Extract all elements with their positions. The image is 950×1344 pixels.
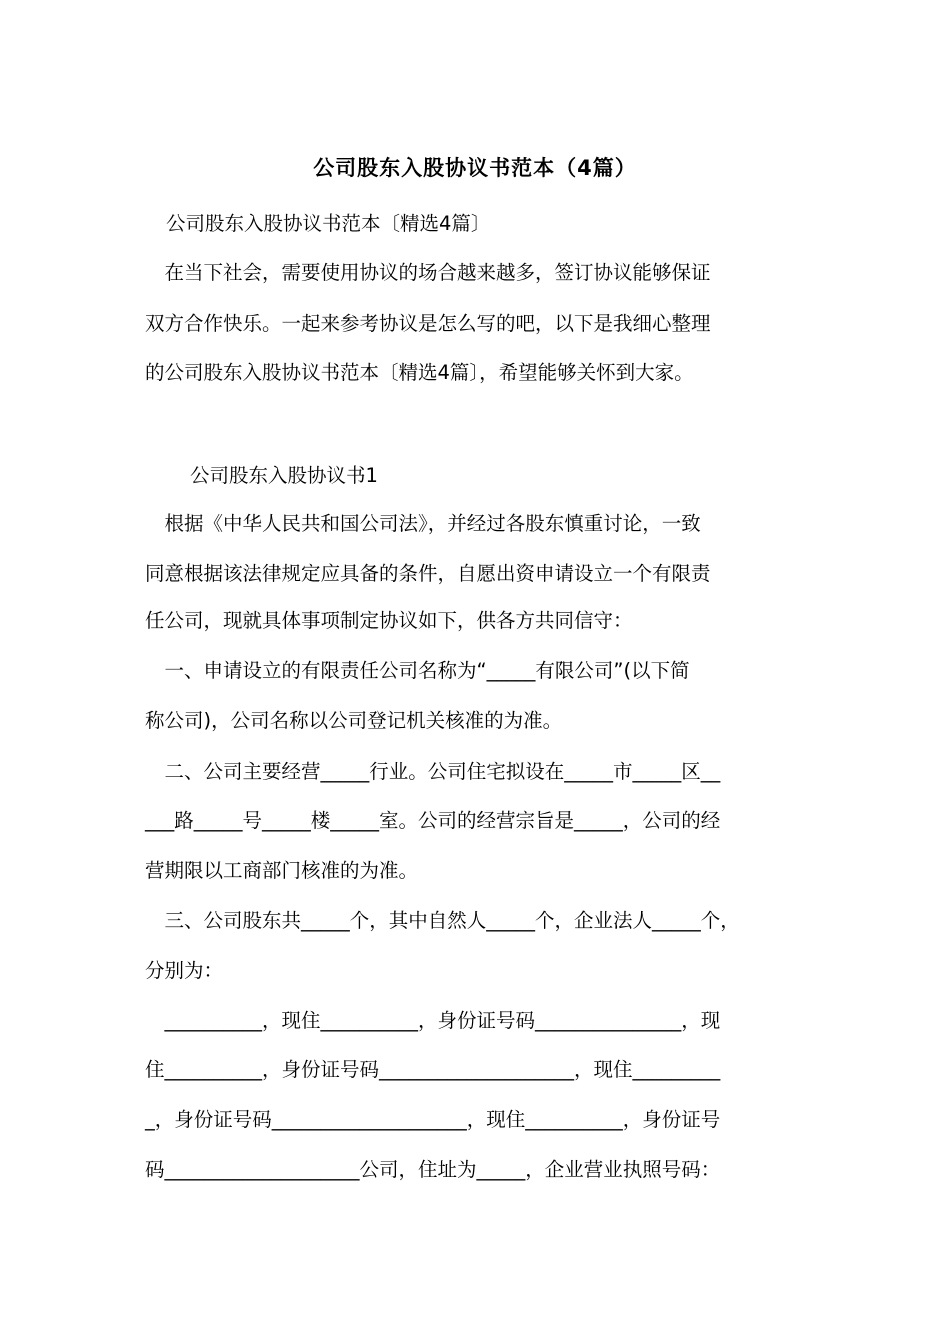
body-line: 称公司)，公司名称以公司登记机关核准的为准。 <box>145 709 563 732</box>
body-line: 三、公司股东共_____个，其中自然人_____个，企业法人_____个， <box>145 909 740 932</box>
intro-line: 双方合作快乐。一起来参考协议是怎么写的吧，以下是我细心整理 <box>145 312 711 335</box>
document-subtitle: 公司股东入股协议书范本〔精选4篇〕 <box>166 212 491 235</box>
body-line: 住__________，身份证号码____________________，现住_________ <box>145 1058 721 1081</box>
body-line: ___路_____号_____楼_____室。公司的经营宗旨是_____，公司的经 <box>145 809 721 832</box>
body-line: 任公司，现就具体事项制定协议如下，供各方共同信守： <box>145 609 633 632</box>
body-line: 一、申请设立的有限责任公司名称为“_____有限公司”(以下简 <box>145 659 690 682</box>
section-heading: 公司股东入股协议书1 <box>190 464 378 487</box>
body-line: 分别为： <box>145 959 224 982</box>
body-line: 根据《中华人民共和国公司法》，并经过各股东慎重讨论，一致 <box>145 512 701 535</box>
body-line: 营期限以工商部门核准的为准。 <box>145 859 419 882</box>
body-line: 同意根据该法律规定应具备的条件，自愿出资申请设立一个有限责 <box>145 562 711 585</box>
intro-line: 在当下社会，需要使用协议的场合越来越多，签订协议能够保证 <box>145 261 711 284</box>
document-title: 公司股东入股协议书范本（4篇） <box>313 156 637 180</box>
intro-line: 的公司股东入股协议书范本〔精选4篇〕，希望能够关怀到大家。 <box>145 361 694 384</box>
body-line: 码____________________公司，住址为_____，企业营业执照号码： <box>145 1158 721 1181</box>
body-line: 二、公司主要经营_____行业。公司住宅拟设在_____市_____区__ <box>145 760 721 783</box>
body-line: __________，现住__________，身份证号码_______________，现 <box>145 1009 721 1032</box>
body-line: _，身份证号码____________________，现住__________，身份证号 <box>145 1108 721 1131</box>
